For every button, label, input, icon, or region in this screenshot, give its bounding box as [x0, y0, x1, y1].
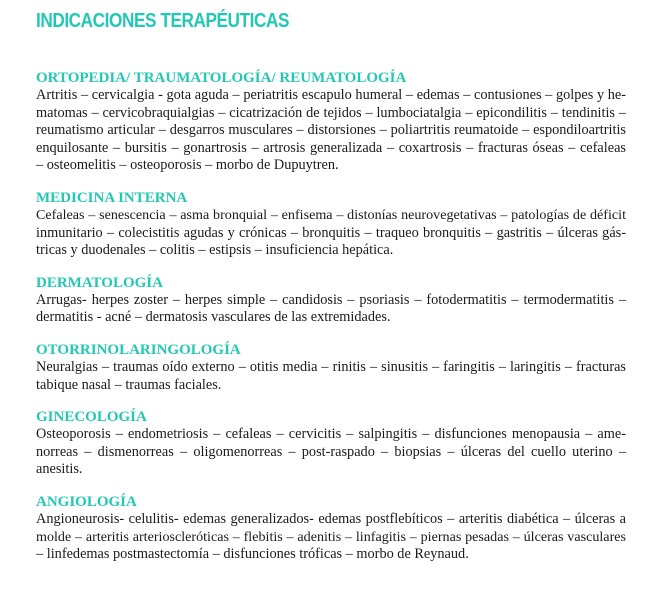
section-medicina-interna: [36, 189, 626, 260]
section-text-line: Neuralgias – traumas oído externo – otitis media – rinitis – sinusitis – faringitis – laringitis – fracturas: [36, 358, 626, 375]
section-angiologia: [36, 493, 626, 564]
section-ginecologia: [36, 408, 626, 479]
section-text-line: – osteomelitis – osteoporosis – morbo de Dupuytren.: [36, 157, 339, 174]
section-text-line: dermatitis - acné – dermatosis vasculares de las extremidades.: [36, 309, 391, 326]
section-heading: ANGIOLOGÍA: [36, 493, 137, 510]
section-text-line: inmunitario – colecistitis agudas y crónicas – bronquitis – traqueo bronquitis – gastritis – úlceras gás-: [36, 224, 626, 241]
section-heading: OTORRINOLARINGOLOGÍA: [36, 341, 241, 358]
section-text-line: Artritis – cervicalgia - gota aguda – periatritis escapulo humeral – edemas – contusiones – golpes y he-: [36, 87, 626, 103]
section-text-line: – linfedemas postmastectomía – disfunciones tróficas – morbo de Reynaud.: [36, 546, 469, 563]
section-text-line: molde – arteritis arterioscleróticas – flebitis – adenitis – linfagitis – piernas pesadas – úlceras vasculares: [36, 528, 626, 545]
section-heading: GINECOLOGÍA: [36, 409, 147, 426]
section-otorrinolaringologia: [36, 341, 626, 394]
section-dermatologia: [36, 274, 626, 327]
section-heading: ORTOPEDIA/ TRAUMATOLOGÍA/ REUMATOLOGÍA: [36, 70, 407, 86]
section-text-line: matomas – cervicobraquialgias – cicatrización de tejidos – lumbociatalgia – epicondilitis – tendinitis –: [36, 104, 626, 121]
section-text-line: Arrugas- herpes zoster – herpes simple – candidosis – psoriasis – fotodermatitis – termodermatitis –: [36, 291, 626, 308]
section-heading: DERMATOLOGÍA: [36, 274, 163, 291]
page-title: INDICACIONES TERAPÉUTICAS: [36, 10, 290, 32]
section-text-line: Osteoporosis – endometriosis – cefaleas – cervicitis – salpingitis – disfunciones menopausia – ame-: [36, 426, 626, 443]
section-text-line: Cefaleas – senescencia – asma bronquial – enfisema – distonías neurovegetativas – patologías de déficit: [36, 206, 626, 223]
section-text-line: reumatismo articular – desgarros musculares – distorsiones – poliartritis reumatoide – espondiloartritis: [36, 122, 626, 139]
section-text-line: tabique nasal – traumas faciales.: [36, 376, 222, 393]
section-text-line: Angioneurosis- celulitis- edemas generalizados- edemas postflebíticos – arteritis diabética – úlceras a: [36, 510, 626, 527]
section-text-line: tricas y duodenales – colitis – estipsis – insuficiencia hepática.: [36, 242, 394, 259]
section-ortopedia: [36, 69, 626, 175]
section-text-line: norreas – dismenorreas – oligomenorreas – post-raspado – biopsias – úlceras del cuello uterino –: [36, 443, 626, 460]
section-heading: MEDICINA INTERNA: [36, 189, 188, 206]
document-body: [36, 69, 626, 578]
section-text-line: anesitis.: [36, 461, 83, 478]
section-text-line: enquilosante – bursitis – gonartrosis – artrosis generalizada – coxartrosis – fracturas óseas – cefaleas: [36, 139, 626, 156]
